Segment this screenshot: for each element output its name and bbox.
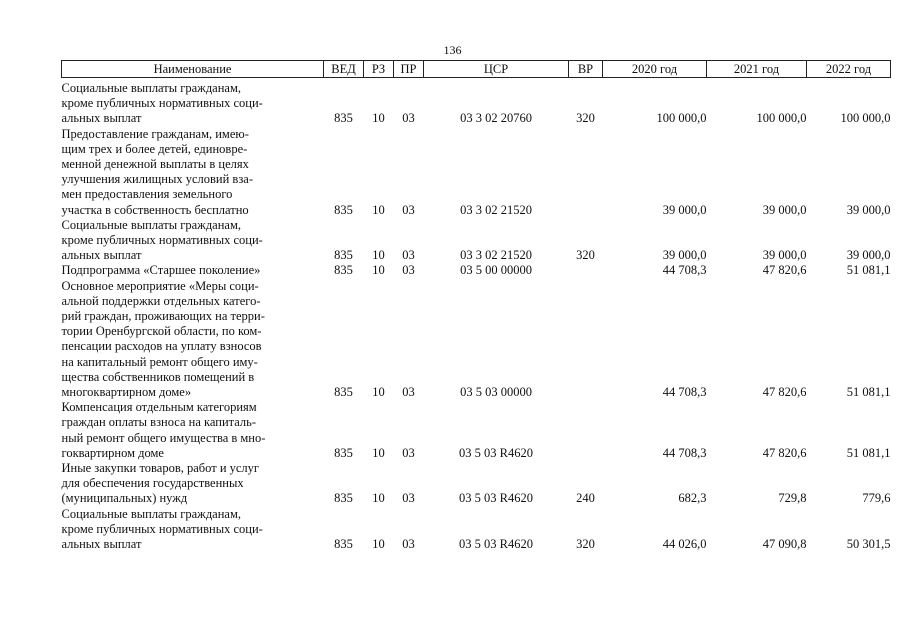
row-csr: 03 5 03 00000	[460, 385, 532, 400]
table-row	[62, 461, 891, 507]
row-name	[62, 400, 324, 461]
row-csr: 03 5 03 R4620	[459, 491, 533, 506]
row-name-line: участка в собственность бесплатно	[61, 202, 249, 217]
row-2021: 47 820,6	[762, 385, 807, 400]
row-2020: 682,3	[678, 491, 707, 506]
row-name-line: улучшения жилищных условий вза-	[61, 172, 253, 187]
row-ved: 835	[334, 248, 353, 263]
row-name-line: Предоставление гражданам, имею-	[61, 126, 249, 141]
row-name-line: альной поддержки отдельных катего-	[61, 293, 261, 308]
row-name	[62, 279, 324, 401]
row-name	[62, 127, 324, 218]
row-name-line: на капитальный ремонт общего иму-	[61, 354, 258, 369]
row-name	[62, 507, 324, 553]
row-2022: 39 000,0	[846, 248, 891, 263]
row-pr: 03	[402, 385, 415, 400]
table-row	[62, 263, 891, 278]
row-2022: 779,6	[862, 491, 891, 506]
row-2022: 100 000,0	[840, 111, 891, 126]
row-2021: 100 000,0	[756, 111, 807, 126]
row-2021: 729,8	[778, 491, 807, 506]
row-name-line: альных выплат	[61, 537, 142, 552]
row-vr	[569, 263, 603, 278]
row-ved: 835	[334, 385, 353, 400]
row-vr: 320	[576, 248, 595, 263]
row-rz: 10	[372, 202, 385, 217]
row-name-line: мен предоставления земельного	[61, 187, 233, 202]
row-csr: 03 5 03 R4620	[459, 445, 533, 460]
row-pr: 03	[402, 111, 415, 126]
row-vr	[569, 400, 603, 461]
row-2020: 44 708,3	[662, 263, 707, 278]
table-row	[62, 127, 891, 218]
row-rz: 10	[372, 263, 385, 278]
row-name-line: кроме публичных нормативных соци-	[61, 96, 263, 111]
row-2022: 50 301,5	[846, 537, 891, 552]
row-vr: 320	[576, 111, 595, 126]
row-name-line: граждан оплаты взноса на капиталь-	[61, 415, 257, 430]
row-ved: 835	[334, 202, 353, 217]
row-2020: 39 000,0	[662, 202, 707, 217]
row-name-line: многоквартирном доме»	[61, 385, 192, 400]
row-name-line: Социальные выплаты гражданам,	[61, 506, 242, 521]
row-2021: 47 090,8	[762, 537, 807, 552]
row-ved: 835	[334, 445, 353, 460]
row-name-line: кроме публичных нормативных соци-	[61, 233, 263, 248]
row-vr	[569, 279, 603, 401]
row-2021: 47 820,6	[762, 445, 807, 460]
row-ved: 835	[334, 111, 353, 126]
row-pr: 03	[402, 202, 415, 217]
row-csr: 03 5 00 00000	[460, 263, 532, 278]
row-name-line: тории Оренбургской области, по ком-	[61, 324, 262, 339]
row-name-line: альных выплат	[61, 111, 142, 126]
row-csr: 03 3 02 20760	[460, 111, 532, 126]
row-name	[62, 218, 324, 264]
row-rz: 10	[372, 248, 385, 263]
header-vr: ВР	[569, 61, 603, 78]
row-name-line: ный ремонт общего имущества в мно-	[61, 430, 266, 445]
row-pr: 03	[402, 248, 415, 263]
row-2021: 39 000,0	[762, 202, 807, 217]
row-2020: 44 708,3	[662, 385, 707, 400]
row-ved: 835	[334, 263, 353, 278]
row-rz: 10	[372, 491, 385, 506]
header-2022: 2022 год	[807, 61, 891, 78]
table-row	[62, 81, 891, 127]
row-2021: 47 820,6	[762, 263, 807, 278]
row-name-line: Компенсация отдельным категориям	[61, 400, 257, 415]
row-name	[62, 81, 324, 127]
row-name-line: кроме публичных нормативных соци-	[61, 521, 263, 536]
row-name-line: менной денежной выплаты в целях	[61, 157, 249, 172]
table-header-row	[62, 61, 891, 78]
table-row	[62, 279, 891, 401]
row-name-line: гоквартирном доме	[61, 445, 164, 460]
row-name-line: Основное мероприятие «Меры соци-	[61, 278, 259, 293]
row-name-line: пенсации расходов на уплату взносов	[61, 339, 262, 354]
row-2022: 51 081,1	[846, 385, 891, 400]
header-pr: ПР	[394, 61, 424, 78]
header-2021: 2021 год	[707, 61, 807, 78]
row-2021: 39 000,0	[762, 248, 807, 263]
row-name	[62, 461, 324, 507]
row-rz: 10	[372, 445, 385, 460]
table-row	[62, 400, 891, 461]
row-name-line: Иные закупки товаров, работ и услуг	[61, 461, 260, 476]
header-csr: ЦСР	[424, 61, 569, 78]
row-rz: 10	[372, 537, 385, 552]
row-2022: 51 081,1	[846, 263, 891, 278]
row-name-line: Социальные выплаты гражданам,	[61, 217, 242, 232]
row-ved: 835	[334, 537, 353, 552]
row-name-line: щим трех и более детей, единовре-	[61, 141, 248, 156]
row-vr	[569, 127, 603, 218]
row-csr: 03 5 03 R4620	[459, 537, 533, 552]
row-name-line: рий граждан, проживающих на терри-	[61, 309, 265, 324]
header-ved: ВЕД	[324, 61, 364, 78]
row-name-line: Подпрограмма «Старшее поколение»	[61, 263, 261, 278]
row-name-line: альных выплат	[61, 248, 142, 263]
table-body	[62, 78, 891, 553]
row-2022: 39 000,0	[846, 202, 891, 217]
row-2022: 51 081,1	[846, 445, 891, 460]
row-pr: 03	[402, 491, 415, 506]
row-name-line: Социальные выплаты гражданам,	[61, 81, 242, 95]
row-name-line: для обеспечения государственных	[61, 476, 244, 491]
row-2020: 44 026,0	[662, 537, 707, 552]
budget-table	[61, 60, 891, 552]
row-csr: 03 3 02 21520	[460, 248, 532, 263]
row-name-line: (муниципальных) нужд	[61, 491, 188, 506]
table-row	[62, 218, 891, 264]
row-rz: 10	[372, 111, 385, 126]
row-vr: 320	[576, 537, 595, 552]
header-2020: 2020 год	[603, 61, 707, 78]
row-rz: 10	[372, 385, 385, 400]
row-name	[62, 263, 324, 278]
row-csr: 03 3 02 21520	[460, 202, 532, 217]
row-2020: 44 708,3	[662, 445, 707, 460]
row-pr: 03	[402, 263, 415, 278]
row-pr: 03	[402, 537, 415, 552]
row-pr: 03	[402, 445, 415, 460]
header-rz: РЗ	[364, 61, 394, 78]
table-row	[62, 507, 891, 553]
row-2020: 39 000,0	[662, 248, 707, 263]
page-number: 136	[443, 43, 462, 57]
header-name: Наименование	[62, 61, 324, 78]
row-ved: 835	[334, 491, 353, 506]
row-vr: 240	[576, 491, 595, 506]
row-name-line: щества собственников помещений в	[61, 369, 255, 384]
row-2020: 100 000,0	[656, 111, 707, 126]
